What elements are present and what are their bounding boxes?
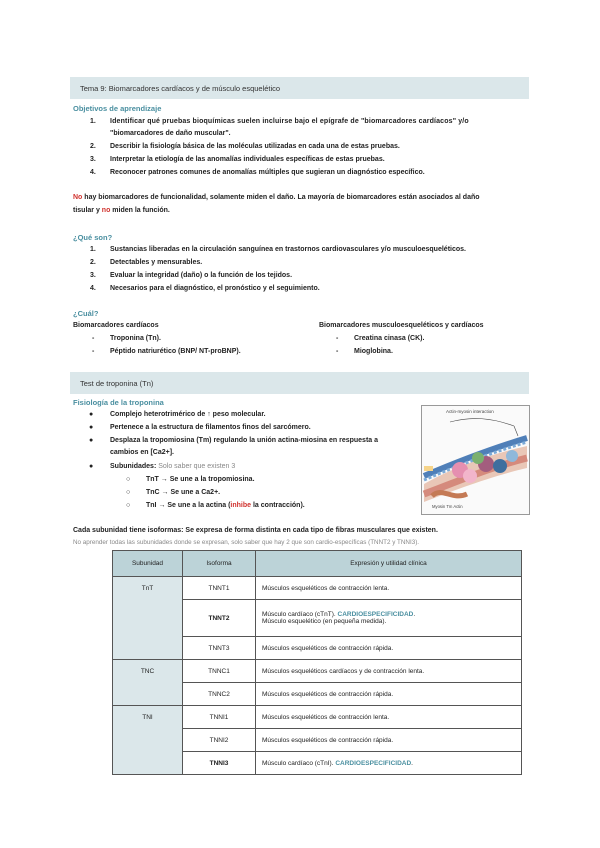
header-isoform: Isoforma [183, 551, 256, 577]
objective-text: Interpretar la etiología de las anomalías individuales específicas de estas pruebas. [110, 156, 385, 163]
bullet-text: Complejo heterotrimérico de ↑ peso molecular. [110, 411, 266, 418]
expression-cell: Músculos esqueléticos de contracción rápida. [256, 683, 522, 706]
table-row [113, 577, 522, 600]
musc-item: Creatina cinasa (CK). [354, 335, 425, 342]
section-title: Test de troponina (Tn) [80, 379, 154, 388]
cardiac-item: Troponina (Tn). [110, 335, 161, 342]
isoform-cell: TNNT2 [183, 600, 256, 637]
musc-dash: - [336, 348, 339, 355]
table-header-row [113, 551, 522, 577]
circle-bullet: ○ [126, 489, 131, 496]
expression-cell: Músculos esqueléticos cardíacos y de contracción lenta. [256, 660, 522, 683]
isoform-note: No aprender todas las subunidades donde se expresan, solo saber que hay 2 que son cardio-específicas (TNNT2 y TNNI3). [73, 539, 420, 546]
expression-cell [256, 600, 522, 637]
objective-text: Describir la fisiología básica de las moléculas utilizadas en cada una de estas pruebas. [110, 143, 400, 150]
bullet-text: Pertenece a la estructura de filamentos finos del sarcómero. [110, 424, 311, 431]
sub-item [146, 502, 305, 509]
sub-item: TnC → Se une a Ca2+. [146, 489, 221, 496]
objective-text: "biomarcadores de daño muscular". [110, 130, 231, 137]
header-expression: Expresión y utilidad clínica [256, 551, 522, 577]
objective-num: 4. [90, 169, 96, 176]
que-text: Evaluar la integridad (daño) o la función de los tejidos. [110, 272, 293, 279]
bullet-text: Desplaza la tropomiosina (Tm) regulando la unión actina-miosina en respuesta a [110, 437, 378, 444]
subunits-line [110, 463, 235, 470]
bullet-dot: ● [89, 411, 94, 418]
expression-text: Músculo cardíaco (cTnI). [262, 759, 336, 767]
que-text: Necesarios para el diagnóstico, el pronóstico y el seguimiento. [110, 285, 320, 292]
cardioespecificidad-highlight: CARDIOESPECIFICIDAD [337, 611, 414, 618]
que-text: Detectables y mensurables. [110, 259, 203, 266]
que-num: 3. [90, 272, 96, 279]
que-num: 4. [90, 285, 96, 292]
table-row [113, 660, 522, 683]
expression-cell: Músculos esqueléticos de contracción rápida. [256, 729, 522, 752]
musc-heading: Biomarcadores musculoesqueléticos y cardíacos [319, 322, 484, 329]
bullet-dot: ● [89, 463, 94, 470]
sub-item-pre: TnI → Se une a la actina ( [146, 502, 231, 509]
isoform-cell: TNNC1 [183, 660, 256, 683]
isoform-cell: TNNI2 [183, 729, 256, 752]
objective-text: Reconocer patrones comunes de anomalías múltiples que sugieran un diagnóstico específico. [110, 169, 425, 176]
expression-cell: Músculos esqueléticos de contracción lenta. [256, 577, 522, 600]
subunits-note: Solo saber que existen 3 [156, 463, 236, 470]
cual-heading: ¿Cuál? [73, 309, 99, 318]
bullet-dot: ● [89, 437, 94, 444]
expression-tail: . [413, 611, 416, 618]
expression-text: Músculo cardíaco (cTnT). [262, 611, 338, 618]
circle-bullet: ○ [126, 476, 131, 483]
subunit-cell: TNI [113, 706, 183, 775]
header-subunit: Subunidad [113, 551, 183, 577]
troponin-figure [421, 405, 530, 515]
objective-num: 3. [90, 156, 96, 163]
inhibe-highlight: inhibe [230, 502, 252, 509]
note-text: miden la función. [110, 207, 170, 214]
isoform-cell: TNNC2 [183, 683, 256, 706]
sub-item: TnT → Se une a la tropomiosina. [146, 476, 255, 483]
section-title-band [70, 372, 529, 394]
expression-tail: . [411, 759, 413, 767]
table-row [113, 706, 522, 729]
note-line [73, 194, 480, 201]
bullet-dot: ● [89, 424, 94, 431]
physio-heading: Fisiología de la troponina [73, 398, 164, 407]
musc-item: Mioglobina. [354, 348, 393, 355]
note-text: tisular y [73, 207, 102, 214]
cardiac-dash: - [92, 335, 95, 342]
isoform-cell: TNNT3 [183, 637, 256, 660]
figure-label: Actin-myosin interaction [446, 409, 494, 414]
section-title: Tema 9: Biomarcadores cardíacos y de músculo esquelético [80, 84, 281, 93]
cardiac-heading: Biomarcadores cardíacos [73, 322, 159, 329]
subunit-cell: TNC [113, 660, 183, 706]
expression-text-2: Músculo esquelético (en pequeña medida). [262, 618, 387, 625]
no-highlight: no [101, 207, 111, 214]
isoform-cell: TNNI3 [183, 752, 256, 775]
no-highlight: No [73, 194, 83, 201]
figure-bottom-label: Myosin Tm Actin [432, 504, 463, 509]
musc-dash: - [336, 335, 339, 342]
isoform-cell: TNNI1 [183, 706, 256, 729]
isoform-text: Cada subunidad tiene isoformas: Se expresa de forma distinta en cada tipo de fibras musculares que existen. [73, 527, 438, 534]
actin-myosin-illustration [422, 406, 529, 514]
objective-text: Identificar qué pruebas bioquímicas suelen incluirse bajo el epígrafe de "biomarcadores cardíacos" y/o [110, 118, 469, 125]
expression-cell: Músculos esqueléticos de contracción lenta. [256, 706, 522, 729]
objectives-heading: Objetivos de aprendizaje [73, 104, 162, 113]
circle-bullet: ○ [126, 502, 131, 509]
objective-num: 2. [90, 143, 96, 150]
subunits-label: Subunidades: [110, 463, 157, 470]
expression-cell [256, 752, 522, 775]
objective-num: 1. [90, 118, 96, 125]
que-num: 2. [90, 259, 96, 266]
isoform-cell: TNNT1 [183, 577, 256, 600]
section-title-band [70, 77, 529, 99]
note-line [73, 207, 170, 214]
cardioespecificidad-highlight: CARDIOESPECIFICIDAD [335, 759, 412, 767]
subunit-cell: TnT [113, 577, 183, 660]
sub-item-post: la contracción). [251, 502, 305, 509]
isoform-table [112, 550, 522, 775]
que-num: 1. [90, 246, 96, 253]
cardiac-dash: - [92, 348, 95, 355]
bullet-text: cambios en [Ca2+]. [110, 449, 174, 456]
note-text: hay biomarcadores de funcionalidad, solamente miden el daño. La mayoría de biomarcadores están asociados al daño [82, 194, 480, 201]
cardiac-item: Péptido natriurético (BNP/ NT-proBNP). [110, 348, 241, 355]
que-text: Sustancias liberadas en la circulación sanguínea en trastornos cardiovasculares y/o musculoesqueléticos. [110, 246, 466, 253]
que-heading: ¿Qué son? [73, 233, 113, 242]
expression-cell: Músculos esqueléticos de contracción rápida. [256, 637, 522, 660]
